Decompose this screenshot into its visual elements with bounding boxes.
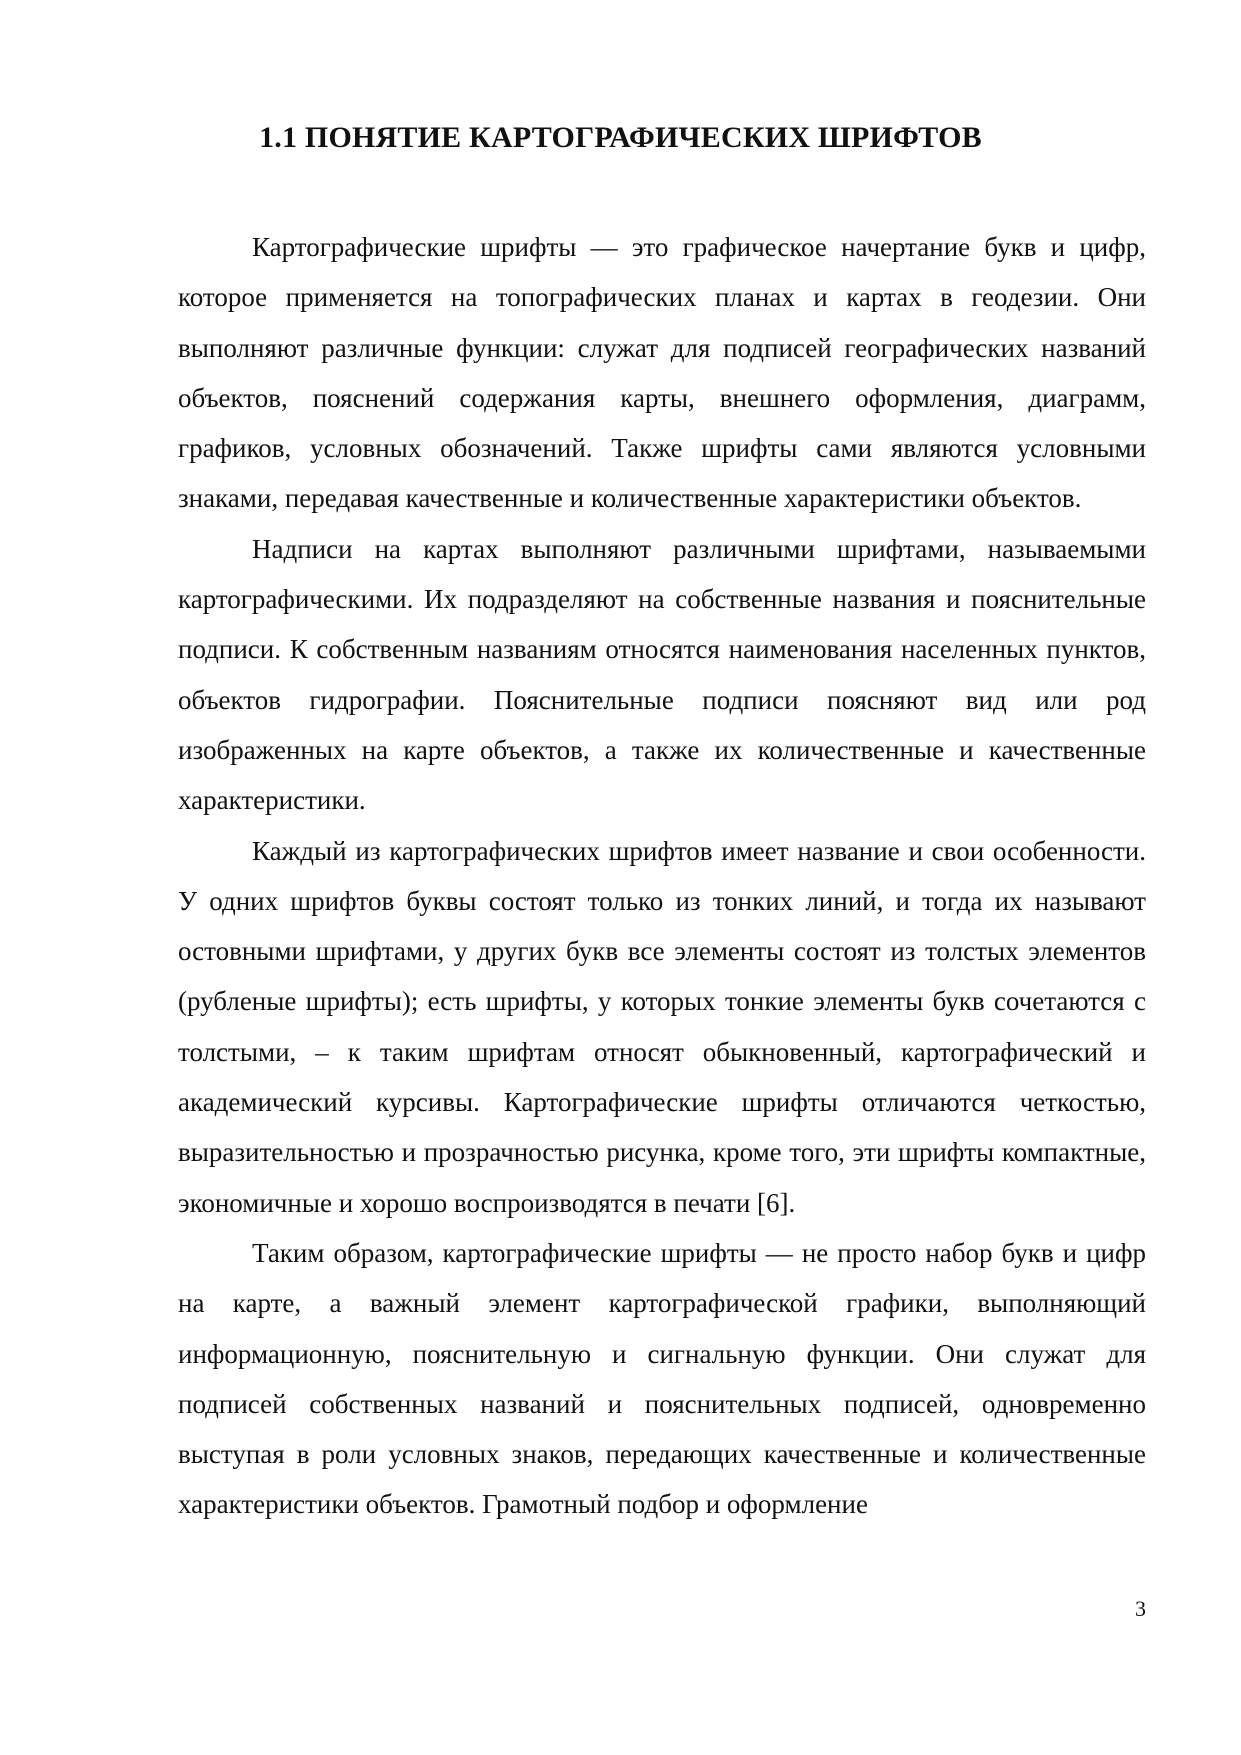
page-number: 3 (1135, 1596, 1146, 1621)
paragraph-4: Таким образом, картографические шрифты — не просто набор букв и цифр на карте, а важный элемент картографической графики, выполняющий информационную, пояснительную и сигнальную функции. Они служат для подписей собственных названий и пояснительных подписей, одновременно выступая в роли условных знаков, передающих качественные и количественные характеристики объектов. Грамотный подбор и оформление (178, 1237, 1146, 1520)
paragraph-1: Картографические шрифты — это графическое начертание букв и цифр, которое применяется на топографических планах и картах в геодезии. Они выполняют различные функции: служат для подписей географических названий объектов, пояснений содержания карты, внешнего оформления, диаграмм, графиков, условных обозначений. Также шрифты сами являются условными знаками, передавая качественные и количественные характеристики объектов. (178, 232, 1146, 514)
body-text (178, 222, 1146, 1530)
paragraph-2: Надписи на картах выполняют различными шрифтами, называемыми картографическими. Их подразделяют на собственные названия и пояснительные подписи. К собственным названиям относятся наименования населенных пунктов, объектов гидрографии. Пояснительные подписи поясняют вид или род изображенных на карте объектов, а также их количественные и качественные характеристики. (178, 533, 1146, 816)
paragraph-3: Каждый из картографических шрифтов имеет название и свои особенности. У одних шрифтов буквы состоят только из тонких линий, и тогда их называют остовными шрифтами, у других букв все элементы состоят из толстых элементов (рубленые шрифты); есть шрифты, у которых тонкие элементы букв сочетаются с толстыми, – к таким шрифтам относят обыкновенный, картографический и академический курсивы. Картографические шрифты отличаются четкостью, выразительностью и прозрачностью рисунка, кроме того, эти шрифты компактные, экономичные и хорошо воспроизводятся в печати [6]. (178, 835, 1146, 1218)
section-heading: 1.1 ПОНЯТИЕ КАРТОГРАФИЧЕСКИХ ШРИФТОВ (259, 121, 982, 154)
